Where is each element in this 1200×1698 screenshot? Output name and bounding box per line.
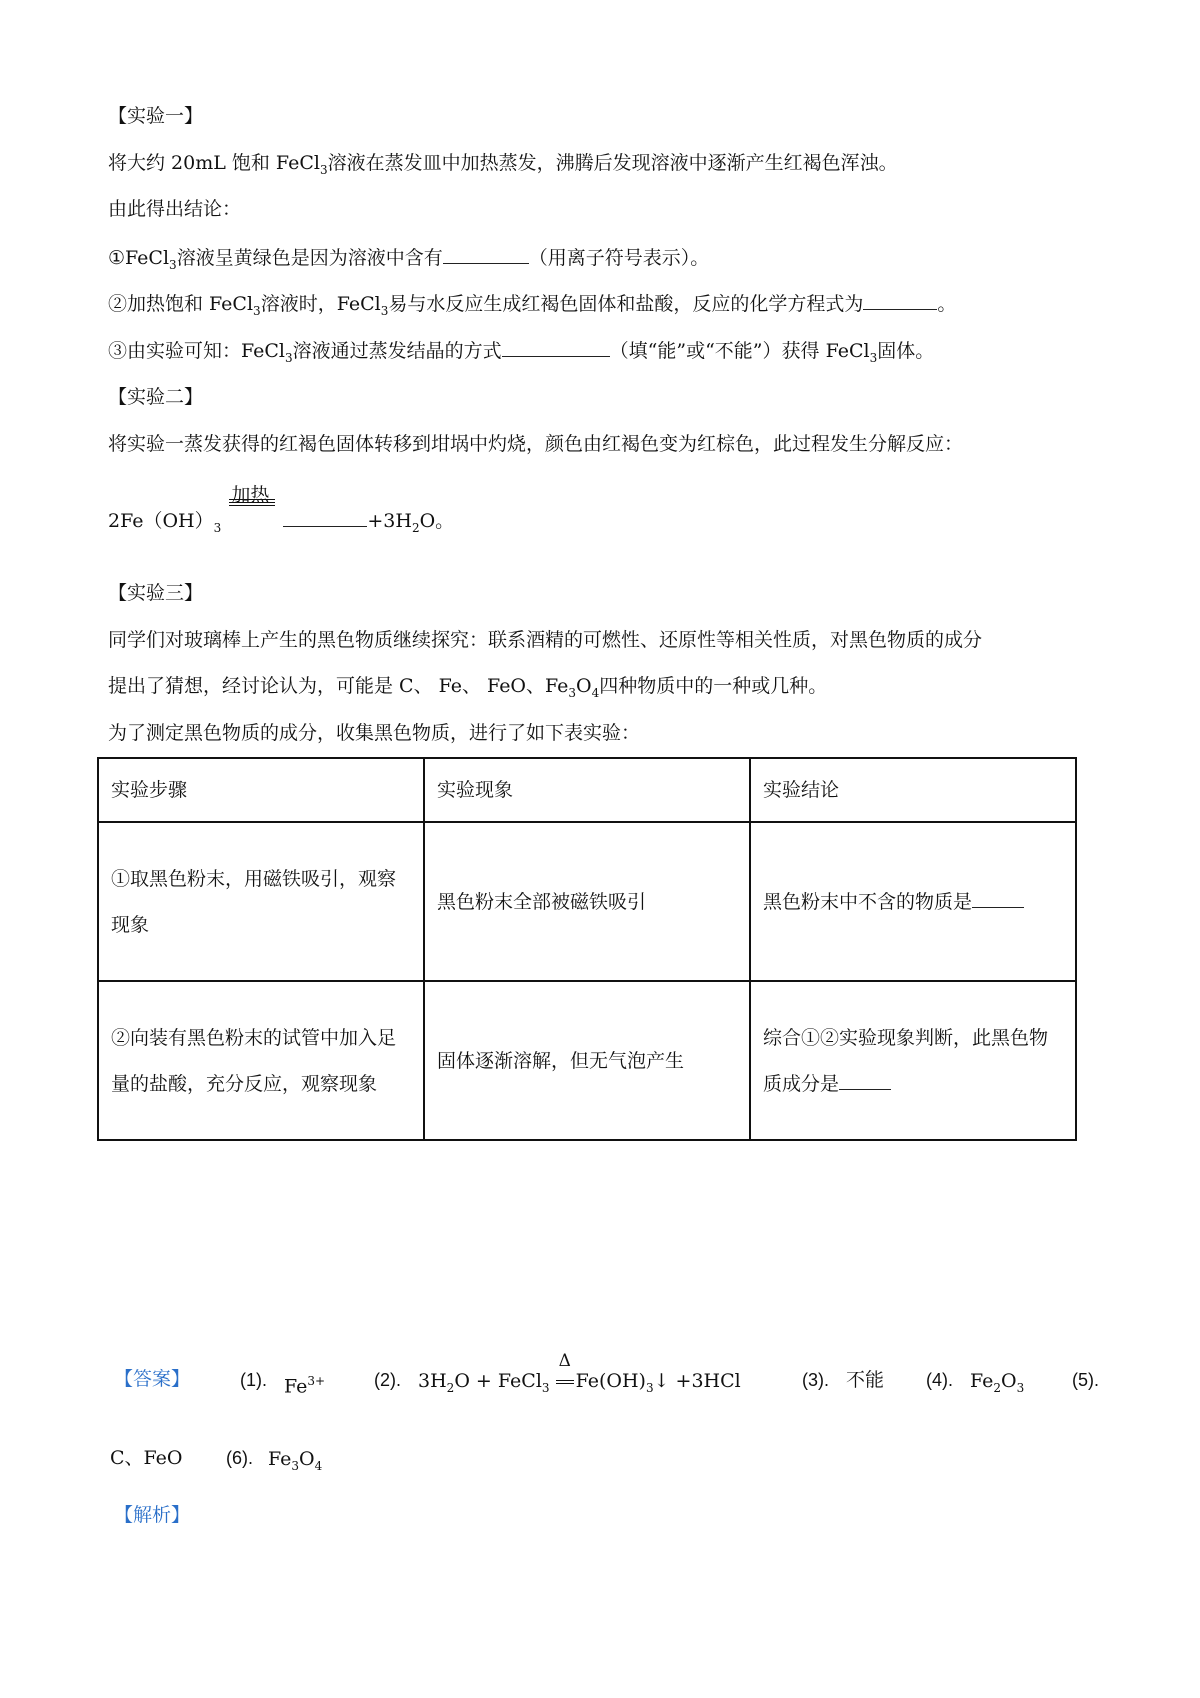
- exp1-question-2: ②加热饱和 FeCl$_3$溶液时，FeCl$_3$易与水反应生成红褐色固体和盐酸，反应的化学方程式为 。: [108, 289, 956, 325]
- exp1-question-3: ③由实验可知：FeCl$_3$溶液通过蒸发结晶的方式 （填“能”或“不能”）获得 FeCl$_3$固体。: [108, 336, 934, 372]
- exp3-description-1: 同学们对玻璃棒上产生的黑色物质继续探究：联系酒精的可燃性、还原性等相关性质，对黑色物质的成分: [108, 629, 983, 651]
- exp3-description-2: 提出了猜想，经讨论认为，可能是 C、 Fe、 FeO、$Fe_3O_4$四种物质中的一种或几种。: [108, 675, 828, 700]
- table-cell: ①取黑色粉末，用磁铁吸引，观察现象: [98, 822, 424, 981]
- exp2-description: 将实验一蒸发获得的红褐色固体转移到坩埚中灼烧，颜色由红褐色变为红棕色，此过程发生分解反应：: [108, 433, 964, 455]
- table-header: 实验步骤: [98, 758, 424, 822]
- answer-5: C、FeO: [110, 1447, 183, 1469]
- answer-blank[interactable]: [502, 336, 610, 357]
- answer-blank[interactable]: [283, 506, 367, 527]
- answer-blank[interactable]: [443, 243, 529, 264]
- exp2-heading: 【实验二】: [108, 386, 204, 408]
- exp1-heading: 【实验一】: [108, 105, 204, 127]
- table-cell: 黑色粉末全部被磁铁吸引: [424, 822, 750, 981]
- heating-condition: Δ: [556, 1366, 576, 1396]
- table-cell: 黑色粉末中不含的物质是: [750, 822, 1076, 981]
- answer-blank[interactable]: [863, 289, 937, 310]
- answer-blank[interactable]: [972, 887, 1024, 908]
- table-row: [98, 822, 1076, 981]
- answer-number-5: (5).: [1072, 1370, 1099, 1390]
- table-header: 实验现象: [424, 758, 750, 822]
- analysis-label: 【解析】: [114, 1504, 191, 1526]
- answer-blank[interactable]: [839, 1069, 891, 1090]
- table-cell: ②向装有黑色粉末的试管中加入足量的盐酸，充分反应，观察现象: [98, 981, 424, 1140]
- exp3-description-3: 为了测定黑色物质的成分，收集黑色物质，进行了如下表实验：: [108, 722, 641, 744]
- exp1-conclusion-label: 由此得出结论：: [108, 198, 242, 220]
- answer-4: $Fe_2O_3$: [970, 1370, 1025, 1395]
- exp1-description: 将大约 20mL 饱和 FeCl$_3$溶液在蒸发皿中加热蒸发，沸腾后发现溶液中逐渐产生红褐色浑浊。: [108, 152, 898, 177]
- answer-number-1: (1).: [240, 1370, 267, 1390]
- exp2-equation: $2Fe(OH)_3$ 加热 $+3H_2O$。: [108, 484, 455, 535]
- heating-condition: 加热: [229, 507, 277, 535]
- answer-number-6: (6).: [226, 1448, 253, 1468]
- table-header: 实验结论: [750, 758, 1076, 822]
- table-cell: 固体逐渐溶解，但无气泡产生: [424, 981, 750, 1140]
- experiment-table: [97, 757, 1077, 1141]
- answer-label: 【答案】: [114, 1368, 191, 1390]
- answer-1: $Fe^{3+}$: [284, 1374, 326, 1398]
- answer-number-3: (3).: [802, 1370, 829, 1390]
- answer-number-4: (4).: [926, 1370, 953, 1390]
- answer-number-2: (2).: [374, 1370, 401, 1390]
- answer-3: 不能: [846, 1369, 885, 1391]
- table-row: [98, 981, 1076, 1140]
- answer-6: $Fe_3O_4$: [268, 1448, 323, 1473]
- table-cell: 综合①②实验现象判断，此黑色物质成分是: [750, 981, 1076, 1140]
- exp1-question-1: ①FeCl$_3$溶液呈黄绿色是因为溶液中含有 （用离子符号表示）。: [108, 243, 709, 279]
- exp3-heading: 【实验三】: [108, 582, 204, 604]
- answer-2: $3H_2O$ + FeCl$_3$ Δ $Fe(OH)_3↓ +3HCl$: [418, 1351, 741, 1395]
- table-header-row: [98, 758, 1076, 822]
